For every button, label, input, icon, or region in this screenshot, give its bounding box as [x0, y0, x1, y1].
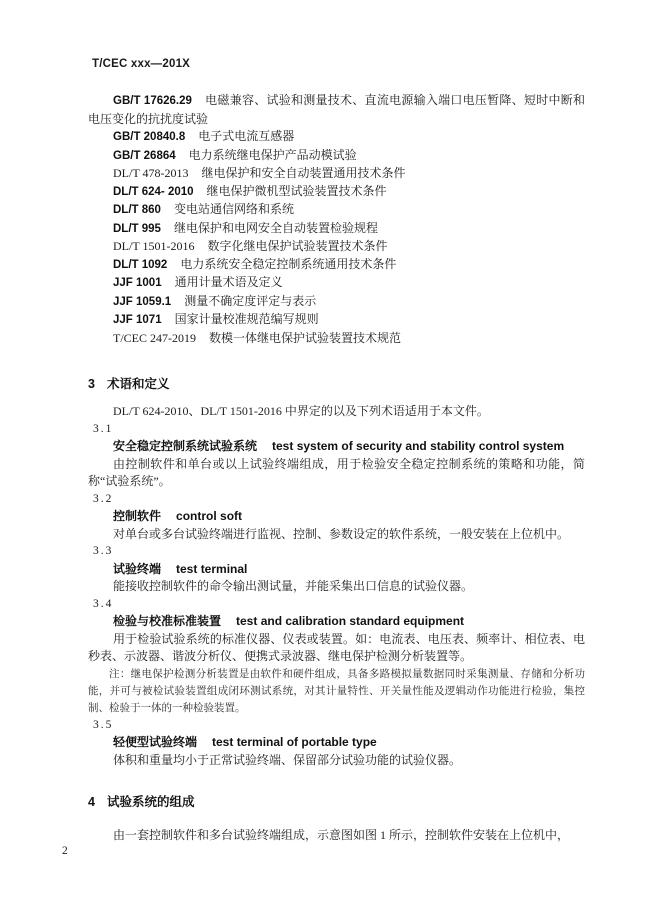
standard-code: GB/T 20840.8	[113, 131, 186, 143]
standard-code: DL/T 1092	[113, 258, 168, 271]
standard-title: 数字化继电保护试验装置技术条件	[207, 239, 388, 253]
standard-code: DL/T 624- 2010	[113, 185, 194, 198]
term-block-3-5	[88, 717, 585, 770]
reference-item	[88, 147, 585, 166]
reference-item	[88, 165, 585, 183]
term-line	[88, 613, 585, 631]
term-line	[88, 508, 585, 526]
reference-item	[88, 92, 585, 128]
standard-title: 继电保护和电网安全自动装置检验规程	[173, 220, 378, 235]
standard-code: JJF 1001	[113, 277, 162, 289]
reference-item	[88, 274, 585, 293]
term-en: test and calibration standard equipment	[236, 614, 465, 628]
term-line	[88, 561, 585, 579]
reference-item	[88, 330, 585, 348]
term-en: test terminal of portable type	[212, 735, 377, 749]
term-definition: 用于检验试验系统的标准仪器、仪表或装置。如：电流表、电压表、频率计、相位表、电秒表、示波器、谐波分析仪、便携式录波器、继电保护检测分析装置等。	[88, 631, 585, 663]
standard-title: 通用计量术语及定义	[174, 275, 283, 289]
clause-number: 3.4	[93, 597, 114, 610]
reference-item	[88, 128, 585, 147]
term-definition: 由控制软件和单台或以上试验终端组成，用于检验安全稳定控制系统的策略和功能，简称“试验系统”。	[88, 456, 585, 488]
reference-item	[88, 201, 585, 220]
term-block-3-3	[88, 543, 585, 596]
section-4-body: 由一套控制软件和多台试验终端组成，示意图如图 1 所示，控制软件安装在上位机中，	[113, 828, 570, 842]
term-definition: 体积和重量均小于正常试验终端、保留部分试验功能的试验仪器。	[113, 752, 462, 767]
section-title: 试验系统的组成	[106, 795, 195, 809]
references-list	[88, 92, 585, 347]
standard-title: 电力系统继电保护产品动模试验	[188, 147, 357, 162]
page-content	[88, 92, 585, 845]
term-definition: 能接收控制软件的命令输出测试量，并能采集出口信息的试验仪器。	[113, 579, 474, 593]
standard-code: GB/T 17626.29	[113, 95, 192, 107]
section-4-heading	[88, 793, 585, 811]
standard-title: 变电站通信网络和系统	[173, 202, 294, 216]
page-number: 2	[62, 845, 68, 857]
clause-number: 3.5	[93, 718, 114, 731]
standard-code: DL/T 860	[113, 204, 161, 216]
standard-title: 测量不确定度评定与表示	[184, 293, 317, 308]
term-en: test system of security and stability control system	[272, 439, 565, 453]
clause-number: 3.2	[93, 492, 114, 505]
term-zh: 试验终端	[113, 561, 162, 576]
term-zh: 轻便型试验终端	[113, 735, 198, 749]
section-number: 4	[88, 795, 95, 809]
standard-title: 国家计量校准规范编写规则	[174, 312, 319, 326]
reference-item	[88, 293, 585, 312]
clause-number: 3.3	[93, 545, 114, 557]
term-note: 注：继电保护检测分析装置是由软件和硬件组成，具备多路模拟量数据同时采集测量、存储和分析功能，并可与被检试验装置组成闭环测试系统，对其计量特性、开关量性能及逻辑动作功能进行检验，集控制、检验于一体的一种检验装置。	[88, 668, 585, 714]
reference-item	[88, 220, 585, 239]
reference-item	[88, 311, 585, 330]
term-line	[88, 438, 585, 456]
term-en: test terminal	[176, 561, 248, 576]
standard-title: 继电保护和安全自动装置通用技术条件	[201, 166, 406, 180]
term-block-3-2	[88, 491, 585, 544]
standard-title: 电力系统安全稳定控制系统通用技术条件	[180, 256, 397, 271]
clause-number: 3.1	[93, 422, 114, 435]
section-number: 3	[88, 377, 95, 391]
reference-item	[88, 238, 585, 256]
term-definition: 对单台或多台试验终端进行监视、控制、参数设定的软件系统，一般安装在上位机中。	[113, 526, 570, 541]
standard-title: 电子式电流互感器	[198, 129, 295, 143]
term-zh: 安全稳定控制系统试验系统	[113, 439, 258, 453]
standard-title: 电磁兼容、试验和测量技术、直流电源输入端口电压暂降、短时中断和电压变化的抗扰度试验	[88, 93, 585, 126]
term-zh: 控制软件	[113, 509, 162, 523]
doc-header-code: T/CEC xxx—201X	[92, 58, 191, 70]
section-3-heading	[88, 375, 585, 393]
reference-item	[88, 256, 585, 275]
standard-code: JJF 1071	[113, 314, 162, 326]
term-block-3-1	[88, 421, 585, 491]
standard-code: JJF 1059.1	[113, 295, 172, 308]
section-3-intro: DL/T 624-2010、DL/T 1501-2016 中界定的以及下列术语适用于本文件。	[113, 404, 489, 418]
term-line	[88, 734, 585, 752]
reference-item	[88, 183, 585, 202]
standard-title: 继电保护微机型试验装置技术条件	[206, 183, 387, 198]
standard-title: 数模一体继电保护试验装置技术规范	[209, 330, 402, 345]
standard-code: DL/T 478-2013	[113, 166, 189, 180]
standard-code: T/CEC 247-2019	[113, 330, 196, 345]
section-title: 术语和定义	[106, 377, 170, 391]
term-en: control soft	[176, 509, 243, 523]
term-zh: 检验与校准标准装置	[113, 614, 222, 628]
term-block-3-4	[88, 596, 585, 717]
standard-code: DL/T 1501-2016	[113, 239, 195, 253]
standard-code: GB/T 26864	[113, 149, 176, 162]
standard-code: DL/T 995	[113, 222, 161, 235]
